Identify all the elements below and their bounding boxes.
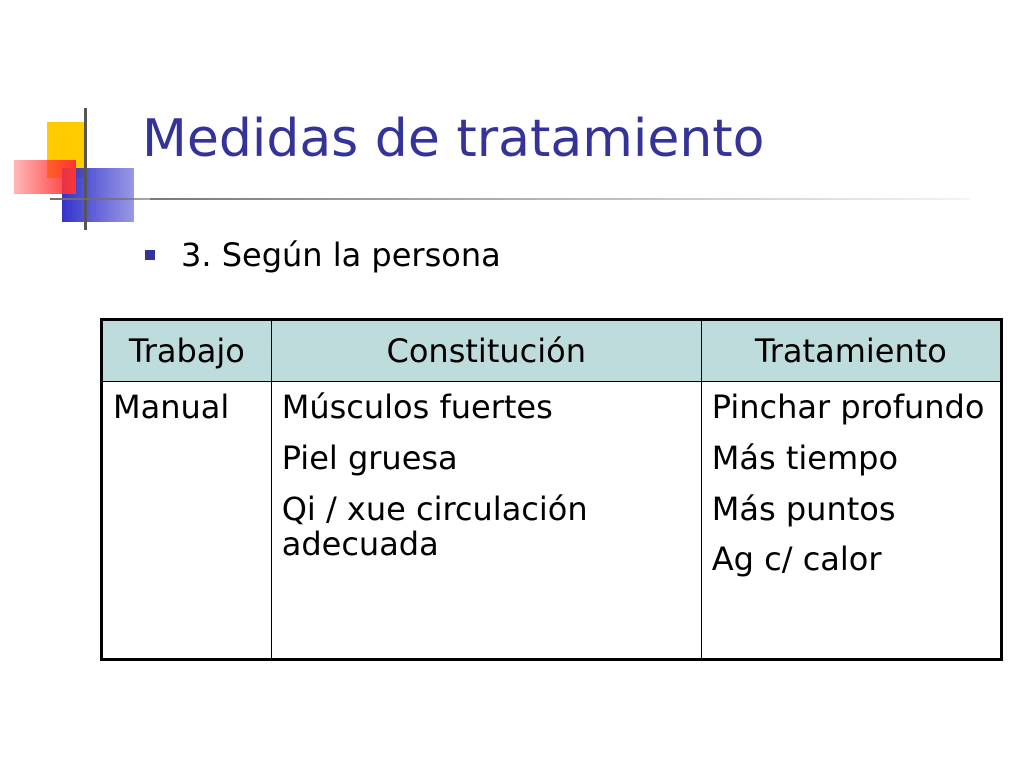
table-header-row — [102, 320, 1002, 382]
bullet-item — [145, 236, 501, 274]
header-tratamiento: Tratamiento — [701, 320, 1001, 382]
cell-line: Más tiempo — [711, 438, 899, 477]
deco-vertical-line — [84, 108, 87, 230]
table-row — [102, 382, 1002, 660]
cell-line: Pinchar profundo — [711, 388, 985, 426]
bullet-square-icon — [145, 250, 155, 260]
header-constitucion: Constitución — [271, 320, 701, 382]
deco-horizontal-line — [50, 198, 150, 200]
cell-line: Piel gruesa — [281, 438, 458, 477]
cell-constitucion — [271, 382, 701, 660]
deco-red-square — [14, 160, 76, 194]
corner-decoration — [0, 100, 150, 240]
cell-line: Ag c/ calor — [711, 540, 882, 579]
cell-line: Qi / xue circulación adecuada — [281, 489, 588, 564]
title-underline — [150, 198, 970, 200]
cell-line: Músculos fuertes — [281, 388, 553, 426]
treatment-table — [100, 318, 1003, 661]
bullet-text: 3. Según la persona — [181, 236, 501, 274]
cell-line: Manual — [113, 388, 230, 426]
header-trabajo: Trabajo — [102, 320, 272, 382]
cell-tratamiento — [701, 382, 1001, 660]
slide-title: Medidas de tratamiento — [142, 109, 765, 169]
cell-trabajo — [102, 382, 272, 660]
cell-line: Más puntos — [711, 489, 896, 528]
